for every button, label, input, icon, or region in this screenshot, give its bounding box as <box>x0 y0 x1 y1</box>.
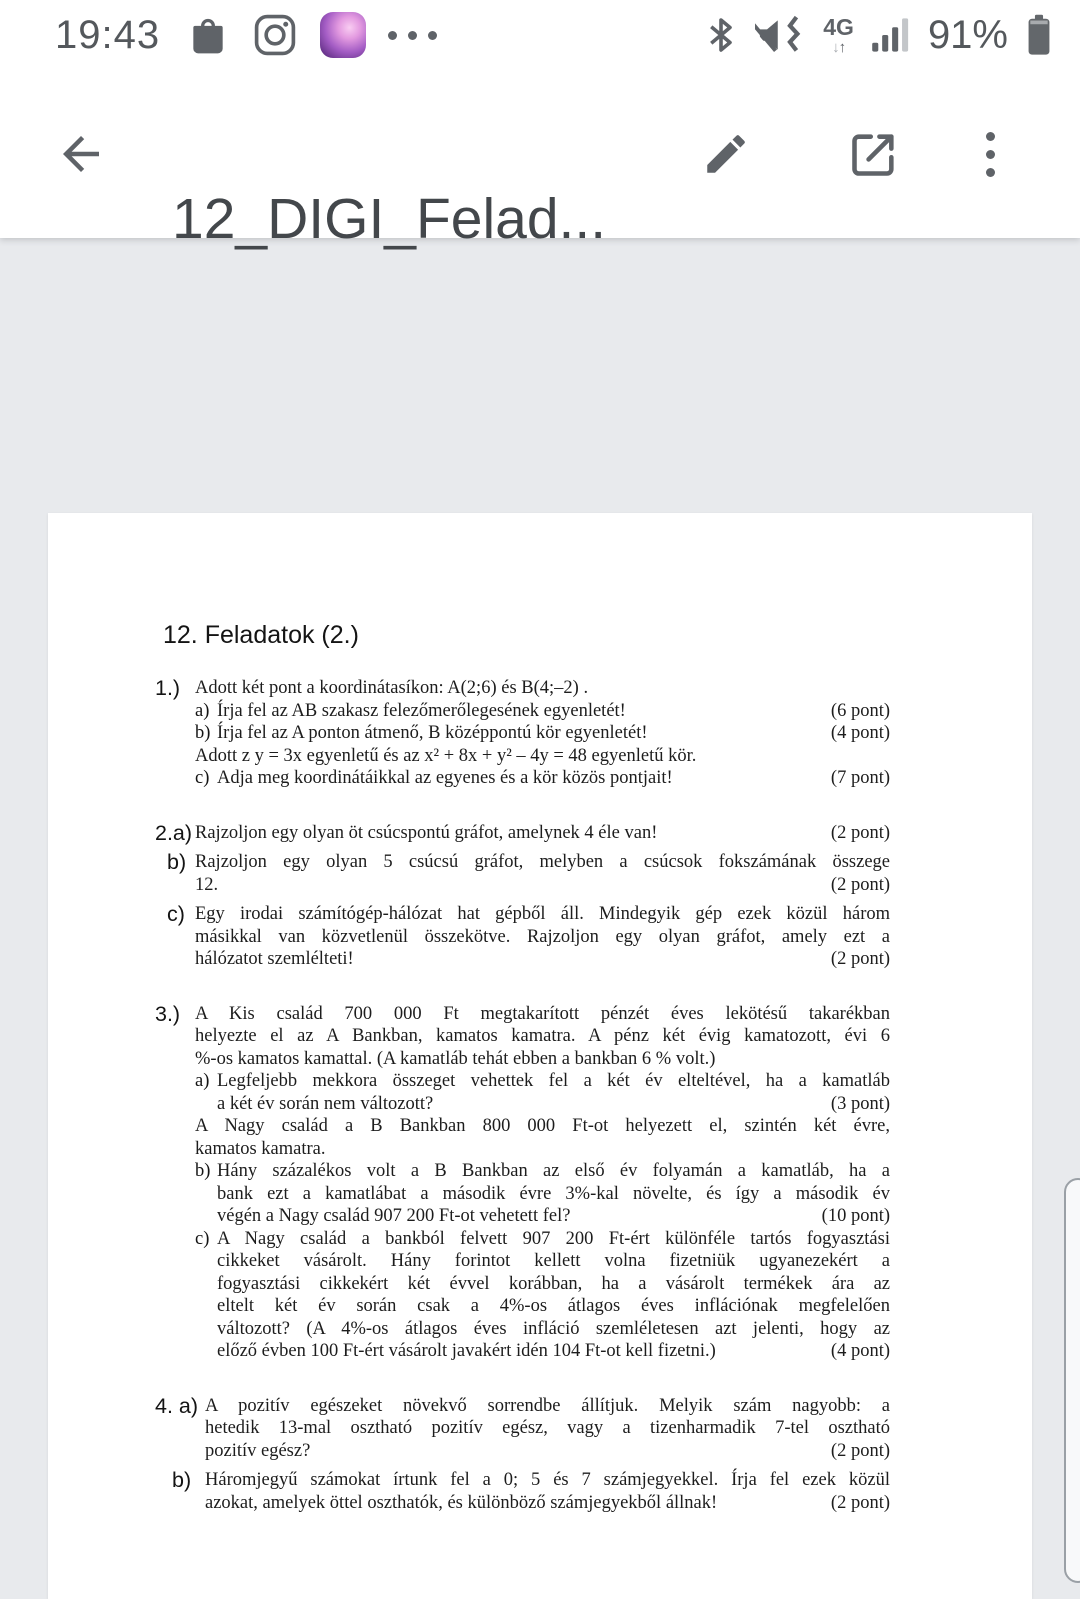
shopping-bag-icon <box>186 13 230 57</box>
doc-line: pozitív egész? (2 pont) <box>205 1440 890 1461</box>
points-value: (4 pont) <box>830 1341 890 1361</box>
points-value: (2 pont) <box>830 1492 890 1513</box>
notification-icons <box>186 12 437 58</box>
system-status-icons <box>703 13 1054 58</box>
network-4g-icon: 4G ↓↑ <box>823 13 854 56</box>
doc-line: hetedik 13-mal osztható pozitív egész, vagy a tizenharmadik 7-tel osztható <box>205 1418 890 1438</box>
document-content <box>155 513 890 1514</box>
doc-line: Egy irodai számítógép-hálózat hat gépből áll. Mindegyik gép ezek közül három <box>195 904 890 924</box>
block-label: b) <box>195 1161 211 1181</box>
points-value: (2 pont) <box>830 822 890 843</box>
battery-percent: 91% <box>927 12 1008 57</box>
doc-block-5 <box>195 767 890 790</box>
doc-line: bank ezt a kamatlábat a második évre 3%-kal növelte, és így a második év <box>217 1183 890 1204</box>
doc-line: Írja fel az A ponton átmenő, B középpontú kör egyenletét! (4 pont) <box>217 723 890 743</box>
signal-strength-icon <box>870 15 912 55</box>
scrollbar-thumb[interactable] <box>1064 1178 1080 1583</box>
instagram-icon <box>252 12 298 58</box>
points-value: (6 pont) <box>830 700 890 721</box>
doc-line: előző évben 100 Ft-ért vásárolt javakért idén 104 Ft-ot kell fizetni.) (4 pont) <box>217 1341 890 1361</box>
block-label: 3.) <box>155 1001 181 1026</box>
doc-line: a két év során nem változott? (3 pont) <box>217 1093 890 1114</box>
doc-block-15 <box>172 1468 890 1514</box>
doc-block-1 <box>155 676 890 700</box>
page-title: 12_DIGI_Felad... <box>172 187 607 251</box>
block-label: c) <box>195 768 210 788</box>
doc-line: Adott két pont a koordinátasíkon: A(2;6) és B(4;–2) . <box>195 678 589 698</box>
block-label: b) <box>195 723 211 743</box>
doc-line: helyezte el az A Bankban, kamatos kamatra. A pénz két évig kamatozott, évi 6 <box>195 1026 890 1046</box>
doc-line: A Nagy család a B Bankban 800 000 Ft-ot helyezett el, szintén két évre, <box>195 1116 890 1136</box>
status-bar <box>0 0 1080 70</box>
doc-line: hálózatot szemlélteti! (2 pont) <box>195 949 890 969</box>
doc-line: %-os kamatos kamattal. (A kamatláb tehát ebben a bankban 6 % volt.) <box>195 1048 716 1069</box>
overflow-menu-button[interactable] <box>976 124 1004 184</box>
block-label: 2.a) <box>155 820 193 845</box>
doc-block-9 <box>155 1001 890 1071</box>
doc-line: Hány százalékos volt a B Bankban az első év folyamán a kamatláb, ha a <box>217 1161 890 1181</box>
game-avatar-icon <box>320 12 366 58</box>
doc-block-8 <box>167 902 890 971</box>
back-button[interactable] <box>52 125 110 183</box>
points-value: (7 pont) <box>830 768 890 788</box>
block-label: c) <box>195 1228 210 1249</box>
block-label: a) <box>195 1071 210 1091</box>
battery-icon <box>1024 13 1054 57</box>
points-value: (3 pont) <box>830 1093 890 1114</box>
edit-pencil-icon <box>701 129 751 179</box>
doc-line: másikkal van közvetlenül összekötve. Rajzoljon egy olyan gráfot, amely ezt a <box>195 926 890 947</box>
doc-line: A pozitív egészeket növekvő sorrendbe állítjuk. Melyik szám nagyobb: a <box>205 1395 890 1416</box>
block-label: c) <box>167 902 185 926</box>
doc-line: 12. (2 pont) <box>195 874 890 895</box>
points-value: (4 pont) <box>830 723 890 743</box>
doc-line: Rajzoljon egy olyan öt csúcspontú gráfot, amelynek 4 éle van! (2 pont) <box>195 822 890 843</box>
doc-block-4 <box>195 745 890 768</box>
doc-line: kamatos kamatra. <box>195 1138 326 1159</box>
points-value: (2 pont) <box>830 949 890 969</box>
document-blocks <box>155 676 890 1514</box>
mute-vibrate-icon <box>755 13 807 57</box>
document-page[interactable] <box>48 513 1032 1599</box>
block-label: b) <box>172 1468 192 1492</box>
doc-line: Legfeljebb mekkora összeget vehettek fel a két év elteltével, ha a kamatláb <box>217 1071 890 1091</box>
open-in-new-icon <box>848 128 900 180</box>
open-in-new-button[interactable] <box>846 126 902 182</box>
back-arrow-icon <box>54 127 108 181</box>
points-value: (2 pont) <box>830 874 890 895</box>
doc-line: Háromjegyű számokat írtunk fel a 0; 5 és 7 számjegyekkel. Írja fel ezek közül <box>205 1470 890 1490</box>
document-heading: 12. Feladatok (2.) <box>163 621 359 649</box>
block-label: a) <box>195 700 210 721</box>
overflow-menu-icon <box>986 132 995 177</box>
doc-line: Írja fel az AB szakasz felezőmerőlegesének egyenletét! (6 pont) <box>217 700 890 721</box>
status-time: 19:43 <box>55 12 161 57</box>
points-value: (10 pont) <box>821 1206 890 1226</box>
doc-line: Rajzoljon egy olyan 5 csúcsú gráfot, melyben a csúcsok fokszámának összege <box>195 852 890 872</box>
app-bar <box>0 70 1080 251</box>
more-notifications-icon <box>388 31 437 40</box>
doc-line: végén a Nagy család 907 200 Ft-ot vehetett fel? (10 pont) <box>217 1206 890 1226</box>
block-label: b) <box>167 850 187 874</box>
doc-line: eltelt két év során csak a 4%-os átlagos éves inflációnak megfelelően <box>217 1296 890 1316</box>
doc-line: A Kis család 700 000 Ft megtakarított pénzét éves lekötésű takarékban <box>195 1003 890 1024</box>
edit-button[interactable] <box>700 128 752 180</box>
bluetooth-icon <box>703 14 739 56</box>
doc-line: fogyasztási cikkekért két évvel korábban, ha a vásárolt termékek ára az <box>217 1273 890 1294</box>
doc-block-13 <box>195 1228 890 1363</box>
doc-block-14 <box>155 1393 890 1463</box>
block-label: 1.) <box>155 676 181 700</box>
doc-block-12 <box>195 1160 890 1228</box>
doc-block-10 <box>195 1070 890 1115</box>
doc-line: azokat, amelyek öttel oszthatók, és különböző számjegyekből állnak! (2 pont) <box>205 1492 890 1513</box>
doc-line: Adja meg koordinátáikkal az egyenes és a kör közös pontjait! (7 pont) <box>217 768 890 788</box>
doc-line: Adott z y = 3x egyenletű és az x² + 8x + y² – 4y = 48 egyenletű kör. <box>195 745 697 766</box>
top-chrome <box>0 0 1080 251</box>
doc-block-11 <box>195 1115 890 1160</box>
doc-line: cikkeket vásárolt. Hány forintot kellett volna fizetniük ugyanezekért a <box>217 1251 890 1271</box>
doc-block-6 <box>155 820 890 845</box>
doc-line: változott? (A 4%-os átlagos éves infláció szemléletesen azt jelenti, hogy az <box>217 1318 890 1339</box>
doc-block-7 <box>167 850 890 896</box>
doc-block-2 <box>195 700 890 723</box>
doc-line: A Nagy család a bankból felvett 907 200 Ft-ért különféle tartós fogyasztási <box>217 1228 890 1249</box>
block-label: 4. a) <box>155 1393 199 1418</box>
points-value: (2 pont) <box>830 1440 890 1461</box>
doc-block-3 <box>195 722 890 745</box>
